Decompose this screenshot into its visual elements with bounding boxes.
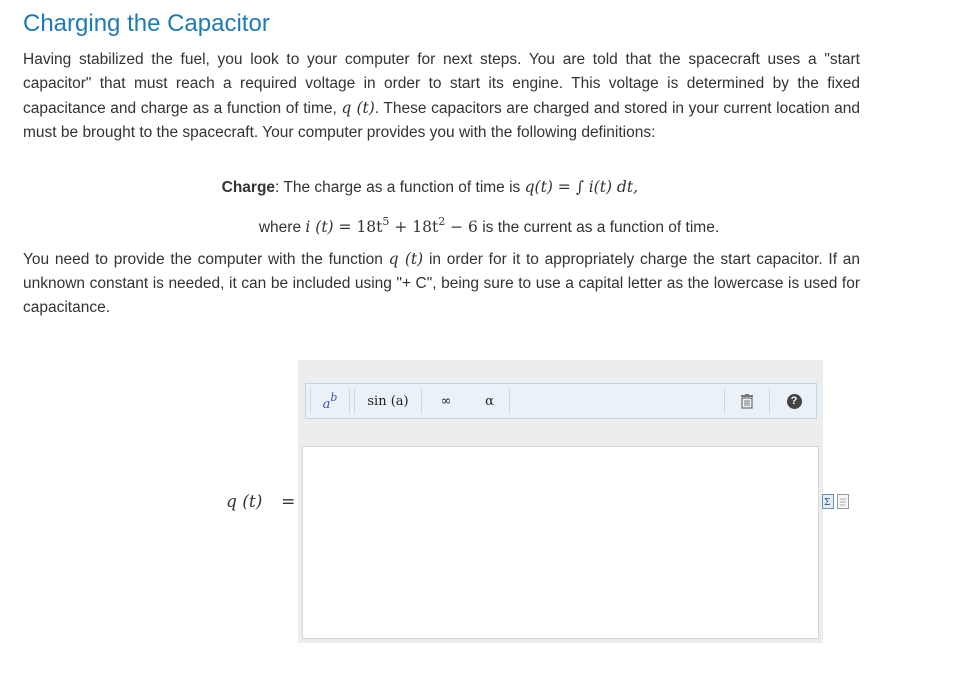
where-suffix: is the current as a function of time. [477,219,720,236]
infinity-button[interactable]: ∞ [440,393,452,409]
page-title: Charging the Capacitor [23,10,270,37]
current-eq: = 18t [333,218,383,236]
charge-term: Charge [221,179,276,196]
intro-math: q (t) [341,99,375,117]
where-prefix: where [258,219,306,236]
charge-formula: q(t) = ∫ i(t) dt, [524,178,638,196]
clear-button[interactable] [724,388,770,414]
intro-text-end: . These capacitors are charged and stored in your current location and must be brought to the spacecraft. Your computer provides you with the following definitions: [23,100,860,141]
current-definition [0,215,978,237]
charge-text: : The charge as a function of time is [275,179,525,196]
exp-2: 2 [438,215,446,228]
instruction-math: q (t) [388,250,424,268]
help-button[interactable] [774,388,814,414]
power-base: a [322,396,331,412]
exp-5: 5 [382,215,390,228]
equals-sign: = [281,492,296,512]
text-mode-icon[interactable] [837,494,849,509]
power-exp: b [330,390,338,404]
intro-text: Having stabilized the fuel, you look to your computer for next steps. You are told that the spacecraft uses a "start capacitor" that must reach a required voltage in order to start its engine. This voltage is determined by the fixed capacitance and charge as a function of time, [23,51,860,117]
help-icon: ? [787,394,802,409]
current-var: i (t) [305,218,334,236]
current-tail: − 6 [445,218,478,236]
trash-icon [740,394,754,409]
power-button[interactable] [310,388,350,414]
equation-editor-icon[interactable] [822,494,834,509]
answer-label [226,492,295,512]
charge-definition [0,178,828,197]
math-toolbar [305,383,817,419]
instruction-text-a: You need to provide the computer with the function [23,251,389,268]
sin-button[interactable]: sin (a) [354,388,422,414]
current-plus: + 18t [389,218,439,236]
answer-input[interactable] [302,446,819,639]
instruction-text-b: in order for it to appropriately charge the start capacitor. If an unknown constant is needed, it can be included using "+ C", being sure to use a capital letter as the lowercase is used for capacitance. [23,251,860,316]
editor-side-icons [822,494,849,509]
instruction-paragraph [23,247,860,320]
svg-text:Σ: Σ [824,498,831,508]
answer-label-math: q (t) [226,492,263,512]
intro-paragraph [23,48,860,145]
alpha-button[interactable]: α [470,388,510,414]
